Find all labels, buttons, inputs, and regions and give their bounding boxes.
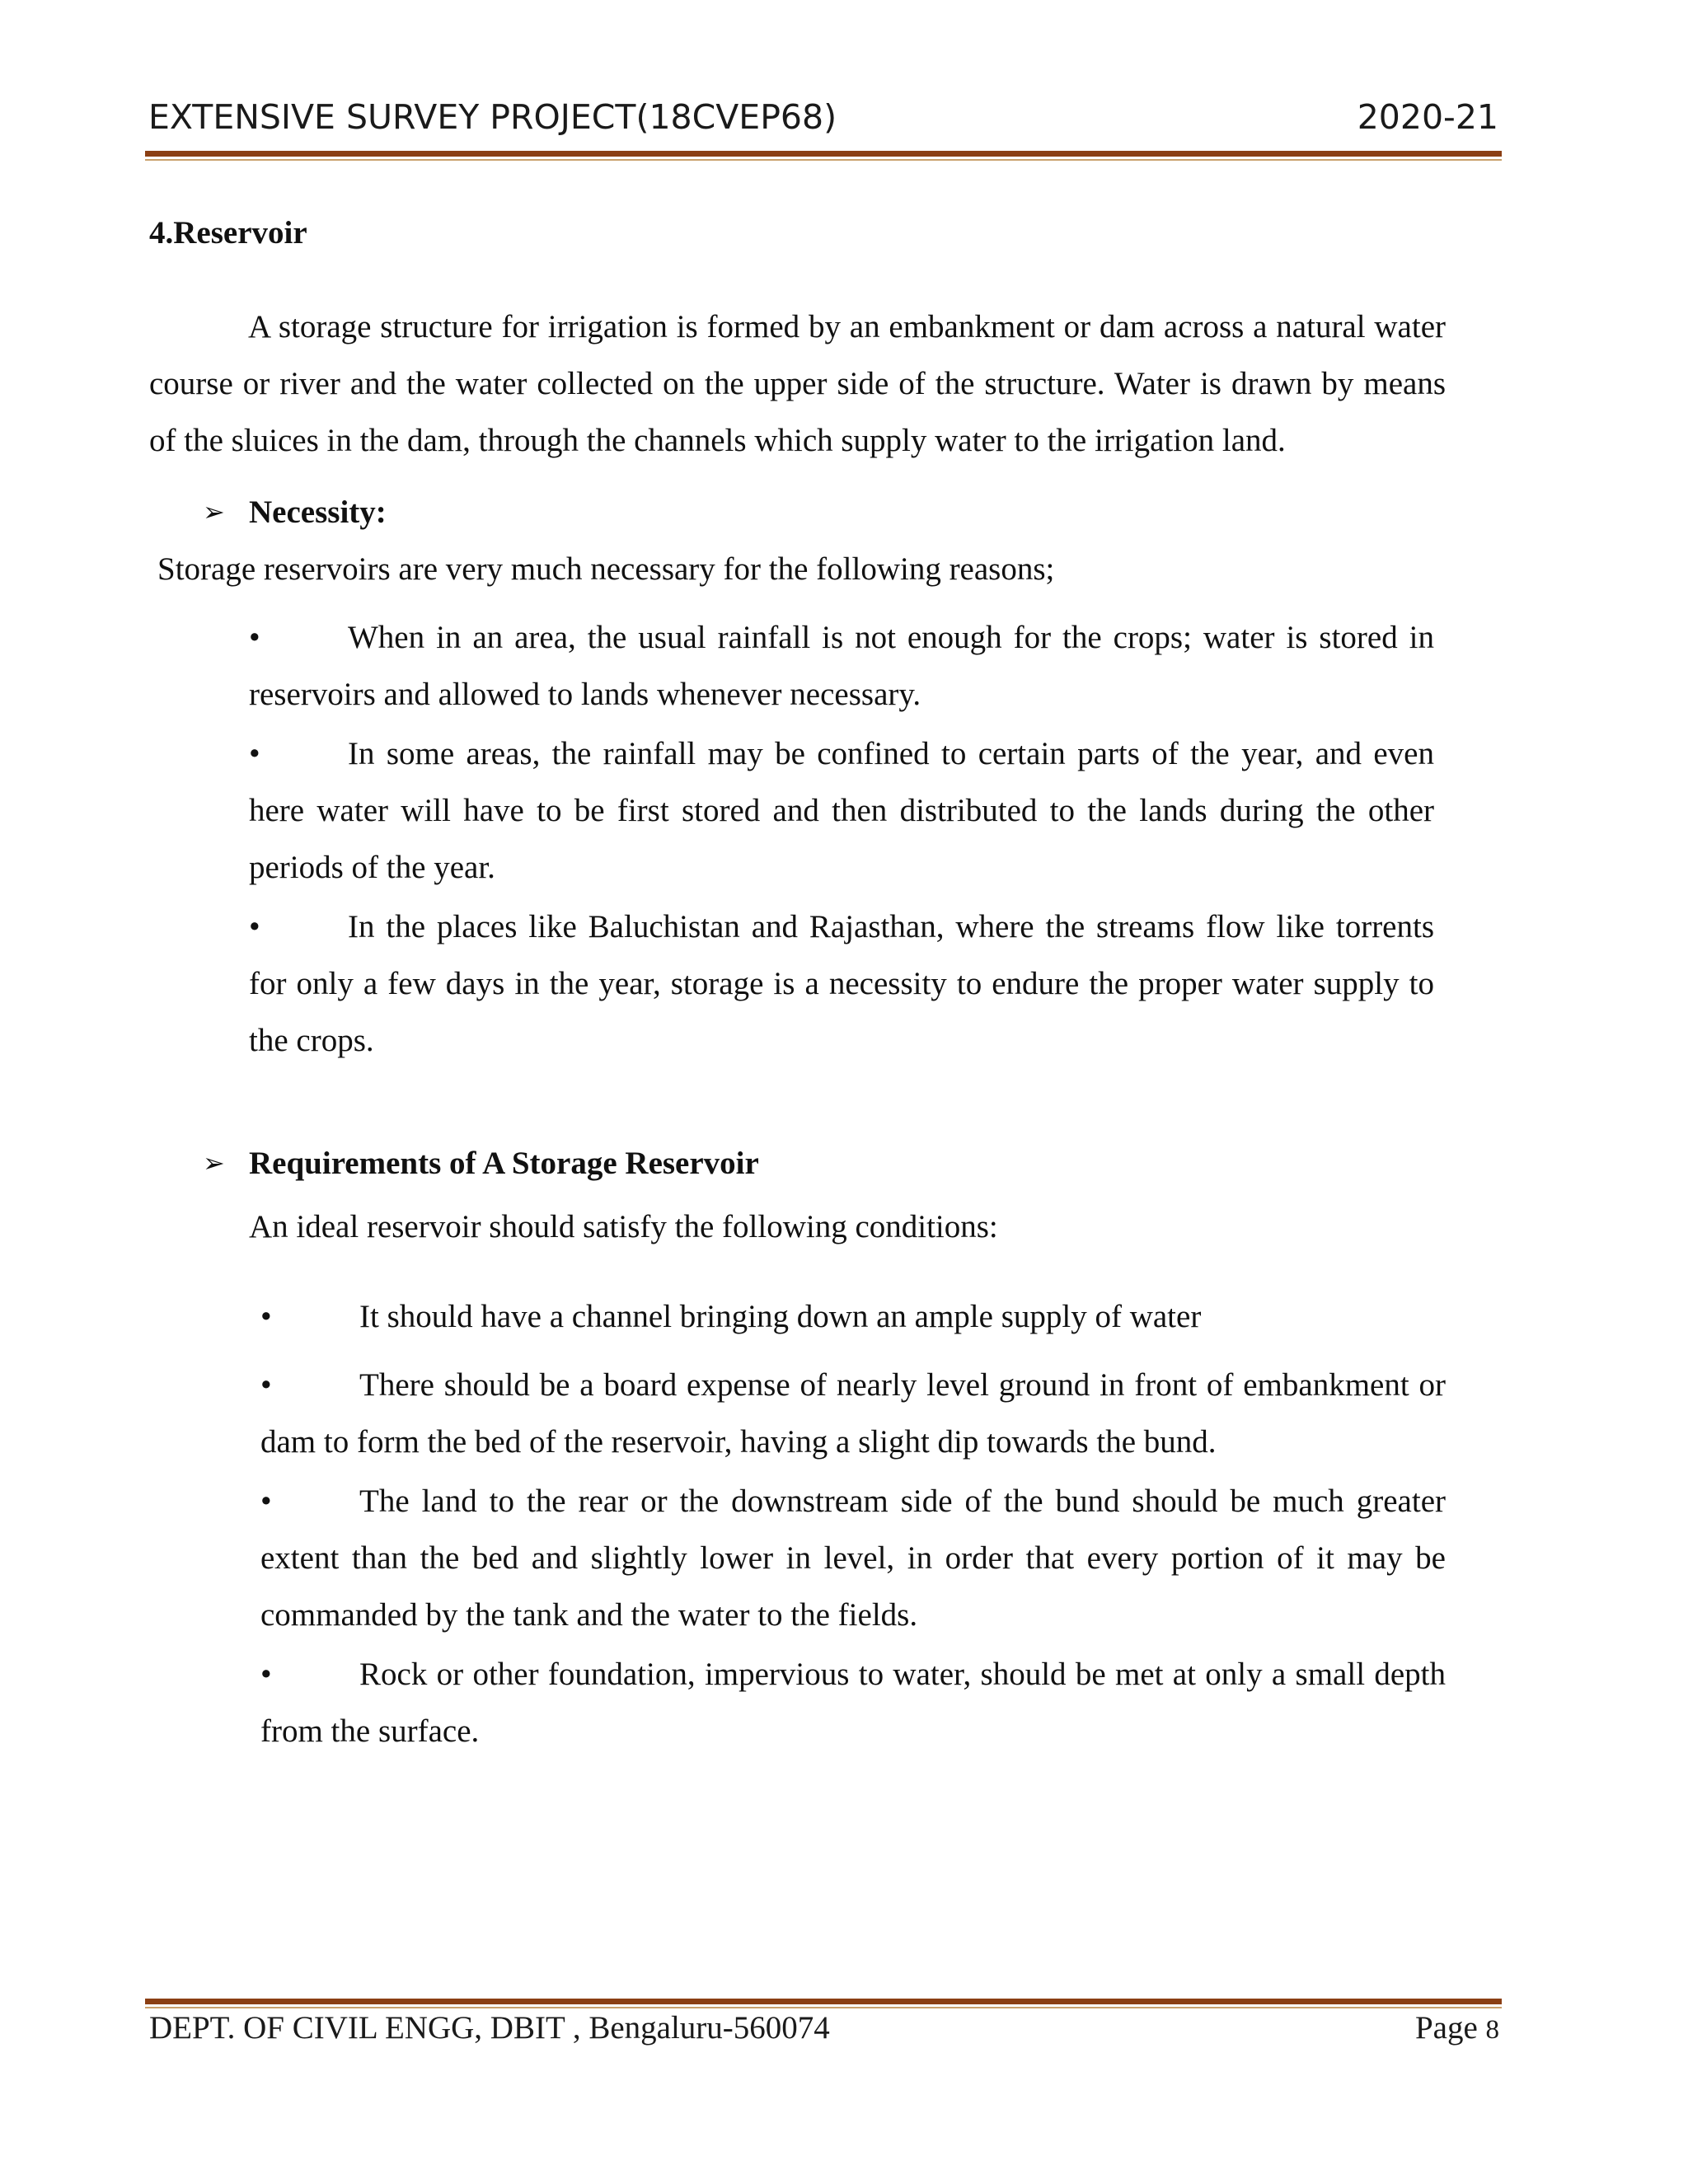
page-footer [149, 2009, 1499, 2059]
arrow-bullet-icon: ➢ [203, 1148, 225, 1178]
bullet-dot-icon: • [260, 1367, 272, 1403]
footer-page [1415, 2009, 1499, 2046]
arrow-bullet-icon: ➢ [203, 497, 225, 527]
footer-rule-thick [145, 1999, 1502, 2004]
page-header [148, 97, 1498, 147]
bullet-dot-icon: • [260, 1657, 272, 1692]
list-item [260, 1473, 1446, 1643]
requirements-intro: An ideal reservoir should satisfy the following conditions: [249, 1209, 998, 1244]
header-year: 2020-21 [1357, 97, 1498, 137]
necessity-list [249, 609, 1434, 1069]
header-rule-thin [145, 159, 1502, 161]
footer-rule-thin [145, 2007, 1502, 2008]
requirements-heading-text: Requirements of A Storage Reservoir [249, 1146, 759, 1181]
necessity-heading [149, 484, 1446, 541]
list-item-text: There should be a board expense of nearly level ground in front of embankment or dam to form the bed of the reservoir, having a slight dip towards the bund. [260, 1367, 1446, 1460]
list-item [249, 725, 1434, 896]
bullet-dot-icon: • [260, 1483, 272, 1519]
header-rule-thick [145, 151, 1502, 157]
requirements-heading [149, 1135, 1446, 1192]
list-item [260, 1288, 1446, 1345]
section-title: 4.Reservoir [149, 215, 307, 251]
necessity-heading-text: Necessity: [249, 494, 387, 530]
footer-department: DEPT. OF CIVIL ENGG, DBIT , Bengaluru-560074 [149, 2010, 830, 2046]
footer-rule [145, 1999, 1502, 2008]
list-item [249, 898, 1434, 1069]
header-rule [145, 151, 1502, 161]
list-item-text: It should have a channel bringing down an ample supply of water [359, 1299, 1202, 1334]
list-item [260, 1357, 1446, 1470]
bullet-dot-icon: • [249, 620, 260, 655]
bullet-dot-icon: • [249, 736, 260, 771]
page-content [149, 204, 1446, 1762]
necessity-intro: Storage reservoirs are very much necessary for the following reasons; [157, 551, 1055, 587]
list-item-text: When in an area, the usual rainfall is not enough for the crops; water is stored in reservoirs and allowed to lands whenever necessary. [249, 620, 1434, 712]
header-project-title: EXTENSIVE SURVEY PROJECT(18CVEP68) [148, 97, 837, 137]
list-item-text: In the places like Baluchistan and Rajasthan, where the streams flow like torrents for only a few days in the year, storage is a necessity to endure the proper water supply to the crops. [249, 909, 1434, 1058]
list-item-text: The land to the rear or the downstream side of the bund should be much greater extent than the bed and slightly lower in level, in order that every portion of it may be commanded by the tank and the water to the fields. [260, 1483, 1446, 1633]
page-number: 8 [1485, 2015, 1499, 2045]
requirements-list [260, 1288, 1446, 1760]
bullet-dot-icon: • [249, 909, 260, 944]
list-item [260, 1646, 1446, 1760]
list-item [249, 609, 1434, 723]
list-item-text: Rock or other foundation, impervious to water, should be met at only a small depth from the surface. [260, 1657, 1446, 1749]
footer-page-label: Page [1414, 2010, 1478, 2046]
section-paragraph: A storage structure for irrigation is formed by an embankment or dam across a natural water course or river and the water collected on the upper side of the structure. Water is drawn by means of the sluices in the dam, through the channels which supply water to the irrigation land. [149, 309, 1446, 458]
list-item-text: In some areas, the rainfall may be confined to certain parts of the year, and even here water will have to be first stored and then distributed to the lands during the other periods of the year. [249, 736, 1434, 885]
bullet-dot-icon: • [260, 1299, 272, 1334]
